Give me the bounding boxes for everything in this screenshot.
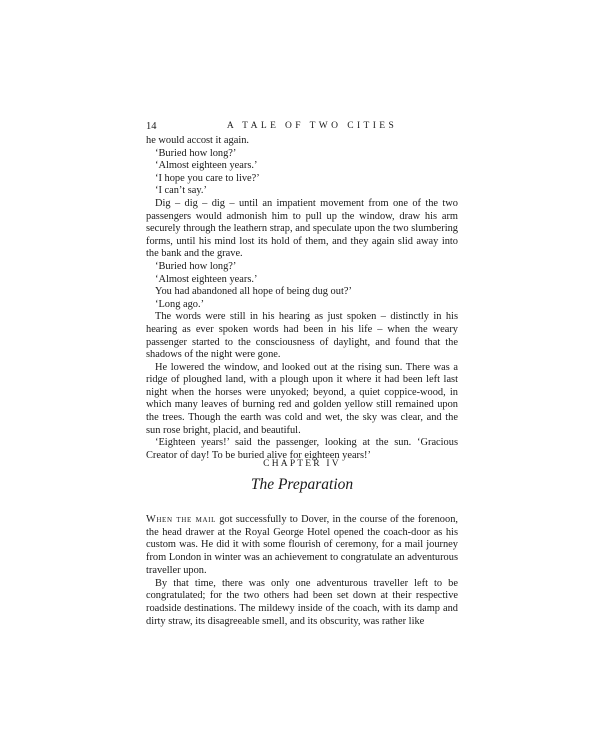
paragraph: he would accost it again. (146, 135, 250, 146)
paragraph: ‘Long ago.’ (155, 298, 205, 310)
paragraph: ‘Eighteen years!’ said the passenger, looking at the sun. ‘Gracious Creator of day! To be buried alive for eighteen years!’ (146, 437, 458, 461)
paragraph: ‘Buried how long?’ (155, 147, 237, 159)
page-header (146, 121, 458, 135)
text-block-2 (146, 514, 458, 628)
paragraph: ‘Almost eighteen years.’ (155, 160, 258, 172)
chapter-number: CHAPTER IV (263, 459, 341, 469)
opening-paragraph (146, 514, 458, 578)
running-title: A TALE OF TWO CITIES (226, 121, 398, 131)
paragraph: ‘I hope you care to live?’ (155, 172, 260, 184)
lead-in-small-caps: When the mail (146, 514, 216, 525)
paragraph: ‘I can’t say.’ (155, 185, 207, 197)
opening-text: got successfully to Dover, in the course of the forenoon, the head drawer at the Royal George Hotel opened the coach-door as his custom was. He did it with some flourish of ceremony, for a mail journey from London in winter was an achievement to congratulate an adventurous traveller upon. (146, 514, 458, 576)
text-block-1 (146, 135, 458, 462)
paragraph: ‘Almost eighteen years.’ (155, 273, 258, 285)
chapter-title: The Preparation (250, 476, 354, 493)
paragraph: ‘Buried how long?’ (155, 260, 237, 272)
page-number: 14 (146, 121, 157, 132)
paragraph: The words were still in his hearing as just spoken – distinctly in his hearing as ever spoken words had been in his life – when the weary passenger started to the consciousness of daylight, and found that the shadows of the night were gone. (146, 311, 458, 361)
paragraph: He lowered the window, and looked out at the rising sun. There was a ridge of ploughed land, with a plough upon it where it had been left last night when the horses were unyoked; beyond, a quiet coppice-wood, in which many leaves of burning red and golden yellow still remained upon the trees. Though the earth was cold and wet, the sky was clear, and the sun rose bright, placid, and beautiful. (146, 361, 458, 436)
paragraph: Dig – dig – dig – until an impatient movement from one of the two passengers would admonish him to pull up the window, draw his arm securely through the leathern strap, and speculate upon the two slumbering forms, until his mind lost its hold of them, and they again slid away into the bank and the grave. (146, 197, 458, 260)
paragraph: You had abandoned all hope of being dug out?’ (155, 286, 352, 298)
paragraph: By that time, there was only one adventurous traveller left to be congratulated; for the two others had been set down at their respective roadside destinations. The mildewy inside of the coach, with its damp and dirty straw, its disagreeable smell, and its obscurity, was rather like (146, 577, 458, 627)
